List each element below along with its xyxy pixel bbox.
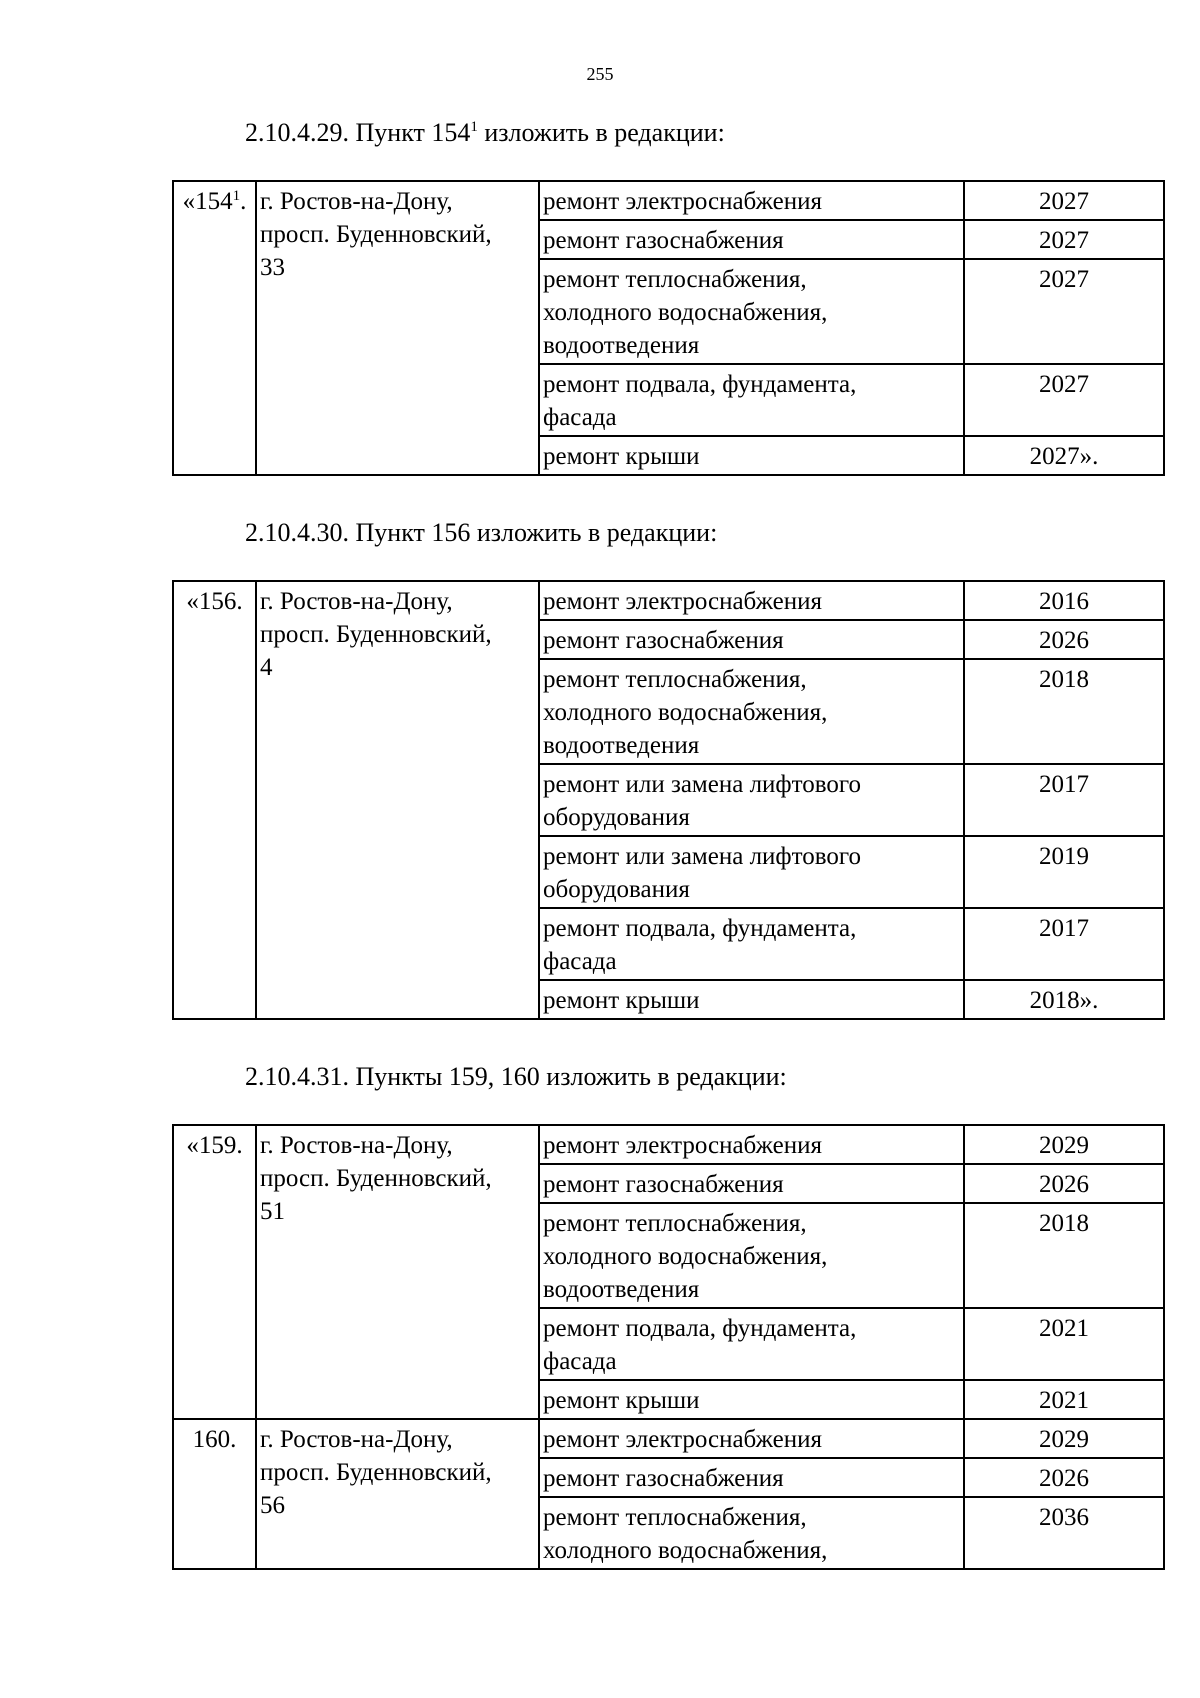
- work-year: 2016: [964, 581, 1164, 620]
- item-number: «159.: [173, 1125, 256, 1419]
- work-type: ремонт газоснабжения: [539, 220, 964, 259]
- repair-schedule-table: [172, 180, 1165, 476]
- table-row: [173, 1125, 1164, 1164]
- work-year: 2019: [964, 836, 1164, 908]
- table-row: [173, 1419, 1164, 1458]
- item-address: г. Ростов-на-Дону, просп. Буденновский, 4: [256, 581, 539, 1019]
- work-year: 2017: [964, 908, 1164, 980]
- work-year: 2036: [964, 1497, 1164, 1569]
- work-year: 2017: [964, 764, 1164, 836]
- work-type: ремонт теплоснабжения, холодного водоснабжения, водоотведения: [539, 659, 964, 764]
- heading-superscript: 1: [470, 119, 478, 135]
- item-number: «156.: [173, 581, 256, 1019]
- work-type: ремонт электроснабжения: [539, 1419, 964, 1458]
- section-heading: [245, 118, 725, 152]
- heading-text: 2.10.4.30. Пункт 156 изложить в редакции:: [245, 518, 718, 547]
- heading-text: 2.10.4.31. Пункты 159, 160 изложить в редакции:: [245, 1062, 787, 1091]
- work-year: 2026: [964, 1458, 1164, 1497]
- work-type: ремонт подвала, фундамента, фасада: [539, 908, 964, 980]
- section-heading: [245, 1062, 787, 1092]
- work-type: ремонт электроснабжения: [539, 581, 964, 620]
- work-type: ремонт крыши: [539, 1380, 964, 1419]
- work-year: 2027: [964, 364, 1164, 436]
- work-type: ремонт или замена лифтового оборудования: [539, 836, 964, 908]
- work-year: 2027: [964, 259, 1164, 364]
- item-number: 160.: [173, 1419, 256, 1569]
- work-year: 2018».: [964, 980, 1164, 1019]
- work-year: 2027».: [964, 436, 1164, 475]
- work-type: ремонт подвала, фундамента, фасада: [539, 1308, 964, 1380]
- repair-schedule-table: [172, 1124, 1165, 1570]
- work-type: ремонт электроснабжения: [539, 1125, 964, 1164]
- repair-schedule-table: [172, 580, 1165, 1020]
- heading-text-suffix: изложить в редакции:: [477, 118, 725, 147]
- work-year: 2029: [964, 1419, 1164, 1458]
- work-year: 2018: [964, 1203, 1164, 1308]
- page-number: 255: [586, 64, 614, 84]
- work-year: 2029: [964, 1125, 1164, 1164]
- work-type: ремонт газоснабжения: [539, 1458, 964, 1497]
- item-number: «$154^1$.: [173, 181, 256, 475]
- work-type: ремонт подвала, фундамента, фасада: [539, 364, 964, 436]
- work-year: 2027: [964, 181, 1164, 220]
- work-type: ремонт крыши: [539, 436, 964, 475]
- work-type: ремонт крыши: [539, 980, 964, 1019]
- item-address: г. Ростов-на-Дону, просп. Буденновский, 33: [256, 181, 539, 475]
- work-type: ремонт газоснабжения: [539, 1164, 964, 1203]
- item-address: г. Ростов-на-Дону, просп. Буденновский, 56: [256, 1419, 539, 1569]
- work-type: ремонт электроснабжения: [539, 181, 964, 220]
- table-row: [173, 181, 1164, 220]
- item-address: г. Ростов-на-Дону, просп. Буденновский, 51: [256, 1125, 539, 1419]
- work-year: 2027: [964, 220, 1164, 259]
- heading-text: 2.10.4.29. Пункт 154: [245, 118, 471, 147]
- work-type: ремонт или замена лифтового оборудования: [539, 764, 964, 836]
- work-year: 2026: [964, 620, 1164, 659]
- work-type: ремонт теплоснабжения, холодного водоснабжения, водоотведения: [539, 1203, 964, 1308]
- work-type: ремонт теплоснабжения, холодного водоснабжения, водоотведения: [539, 259, 964, 364]
- table-row: [173, 581, 1164, 620]
- work-year: 2026: [964, 1164, 1164, 1203]
- work-type: ремонт газоснабжения: [539, 620, 964, 659]
- section-heading: [245, 518, 717, 548]
- work-type: ремонт теплоснабжения, холодного водоснабжения,: [539, 1497, 964, 1569]
- work-year: 2021: [964, 1380, 1164, 1419]
- work-year: 2018: [964, 659, 1164, 764]
- work-year: 2021: [964, 1308, 1164, 1380]
